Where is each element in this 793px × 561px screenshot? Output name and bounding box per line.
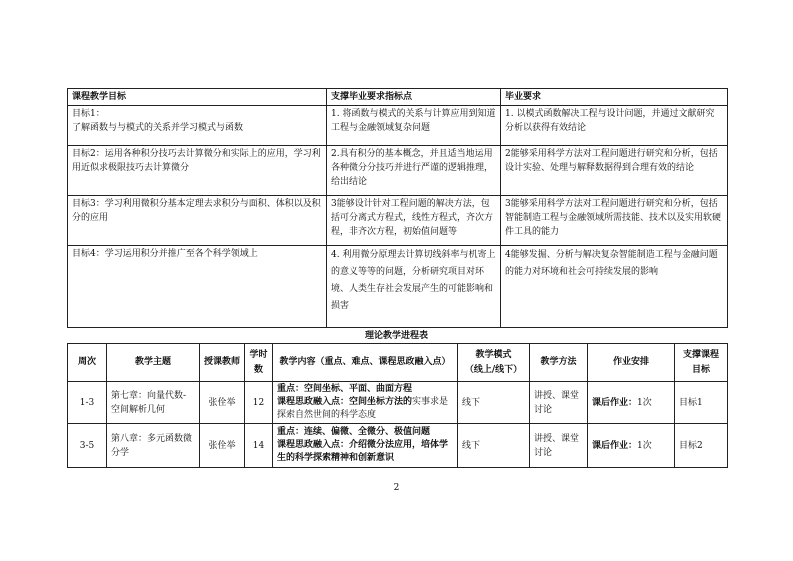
ideology-text: 培体学生的科学探索精神和创新意识 [277,440,449,463]
goal-cell: 目标4：学习运用积分并推广至各个科学领域上 [68,246,327,328]
key-points: 重点：连续、偏微、全微分、极值问题 [277,427,431,437]
method-cell: 讲授、课堂讨论 [530,382,588,424]
homework-count: 1次 [637,397,652,408]
week-cell: 1-3 [68,382,107,424]
homework-count: 1次 [637,440,652,451]
header-topic: 教学主题 [107,344,200,382]
requirement-cell: 3能够采用科学方法对工程问题进行研究和分析，包括智能制造工程与金融领域所需技能、技术以及实用软硬件工具的能力 [501,196,728,246]
objective-row [68,246,728,328]
header-method: 教学方法 [530,344,588,382]
content-cell [273,424,458,468]
objective-row [68,106,728,146]
table-row [68,382,728,424]
requirement-cell: 2能够采用科学方法对工程问题进行研究和分析，包括设计实验、处理与解释数据得到合理有效的结论 [501,146,728,196]
header-course-goal: 课程教学目标 [68,89,327,106]
requirement-cell: 1. 以模式函数解决工程与设计问题，并通过文献研究分析以获得有效结论 [501,106,728,146]
topic-cell: 第七章：向量代数-空间解析几何 [107,382,200,424]
objectives-header-row [68,89,728,106]
method-cell: 讲授、课堂讨论 [530,424,588,468]
ideology-label: 课程思政融入点：空间坐标方法的 [277,397,413,407]
ideology-text: 实事求是探索自然世间的科学态度 [277,397,449,420]
ideology-label: 课程思政融入点：介绍微分法应用， [277,440,422,450]
teacher-cell: 张佺举 [200,424,245,468]
table-row [68,424,728,468]
homework-label: 课后作业： [592,440,638,451]
week-cell: 3-5 [68,424,107,468]
homework-cell [588,382,675,424]
indicator-cell: 1. 将函数与模式的关系与计算应用到知道工程与金融领域复杂问题 [327,106,501,146]
header-teacher: 授课教师 [200,344,245,382]
hours-cell: 14 [245,424,273,468]
objective-row [68,146,728,196]
homework-cell [588,424,675,468]
teacher-cell: 张佺举 [200,382,245,424]
schedule-header-row [68,344,728,382]
hours-cell: 12 [245,382,273,424]
teaching-schedule-table [67,343,728,468]
header-hours: 学时数 [245,344,273,382]
indicator-cell: 2.具有积分的基本概念，并且适当地运用各种微分分技巧并进行严谨的逻辑推理，给出结论 [327,146,501,196]
header-goals: 支撑课程目标 [675,344,728,382]
header-indicator: 支撑毕业要求指标点 [327,89,501,106]
objective-row [68,196,728,246]
header-week: 周次 [68,344,107,382]
schedule-title: 理论教学进程表 [364,331,428,341]
indicator-cell: 3能够设计针对工程问题的解决方法，包括可分离式方程式，线性方程式，齐次方程，非齐次方程，初始值问题等 [327,196,501,246]
content-cell [273,382,458,424]
header-content: 教学内容（重点、难点、课程思政融入点） [273,344,458,382]
goals-cell: 目标2 [675,424,728,468]
page-number: 2 [393,483,400,493]
topic-cell: 第八章：多元函数微分学 [107,424,200,468]
key-points: 重点：空间坐标、平面、曲面方程 [277,384,413,394]
mode-cell: 线下 [458,424,530,468]
homework-label: 课后作业： [592,397,638,408]
header-graduation-requirement: 毕业要求 [501,89,728,106]
course-objectives-table [67,88,728,328]
goals-cell: 目标1 [675,382,728,424]
header-homework: 作业安排 [588,344,675,382]
mode-cell: 线下 [458,382,530,424]
requirement-cell: 4能够发掘、分析与解决复杂智能制造工程与金融问题的能力对环境和社会可持续发展的影响 [501,246,728,328]
header-mode: 教学模式 （线上/线下） [458,344,530,382]
goal-cell: 目标1： 了解函数与与模式的关系并学习模式与函数 [68,106,327,146]
goal-cell: 目标3：学习利用微积分基本定理去求积分与面积、体积以及积分的应用 [68,196,327,246]
indicator-cell: 4. 利用微分原理去计算切线斜率与机寄上的意义等等的问题，分析研究项目对环境、人类生存社会发展产生的可能影响和损害 [327,246,501,328]
goal-cell: 目标2：运用各种积分技巧去计算微分和实际上的应用，学习利用近似求极限技巧去计算微分 [68,146,327,196]
